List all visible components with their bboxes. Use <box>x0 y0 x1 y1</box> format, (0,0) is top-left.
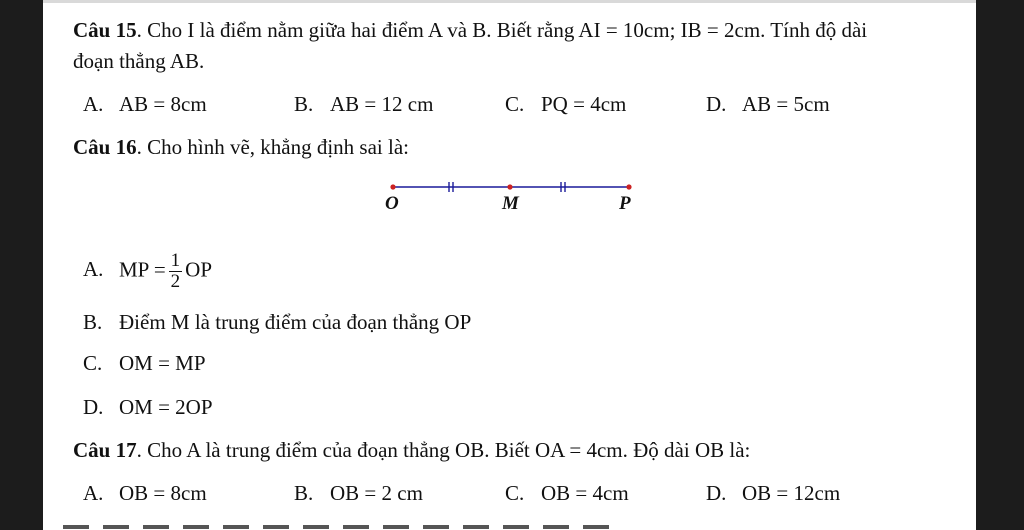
q15-label: Câu 15 <box>73 18 137 42</box>
q17-option-d[interactable] <box>706 480 840 506</box>
q17-label: Câu 17 <box>73 438 137 462</box>
fraction <box>169 251 183 292</box>
option-text: OB = 2 cm <box>330 481 423 505</box>
option-letter: A. <box>83 481 104 505</box>
option-letter: A. <box>83 257 104 282</box>
option-text: AB = 12 cm <box>330 92 434 116</box>
label-o: O <box>385 193 399 214</box>
option-text: Điểm M là trung điểm của đoạn thẳng OP <box>119 310 472 334</box>
option-letter: C. <box>505 481 525 505</box>
q17-option-c[interactable] <box>505 480 629 506</box>
option-text: OB = 4cm <box>541 481 629 505</box>
option-letter: B. <box>294 92 314 116</box>
q17-option-b[interactable] <box>294 480 423 506</box>
q16-stem: . Cho hình vẽ, khẳng định sai là: <box>136 135 409 159</box>
option-text: AB = 5cm <box>742 92 830 116</box>
point-m <box>507 184 512 189</box>
fraction-denominator: 2 <box>170 271 181 292</box>
cut-off-next-line <box>63 519 663 530</box>
q15-text-line2: đoạn thẳng AB. <box>73 49 205 73</box>
q16-option-d[interactable] <box>83 394 213 420</box>
point-o <box>390 184 395 189</box>
q15-option-d[interactable] <box>706 91 830 117</box>
option-letter: C. <box>83 351 103 375</box>
option-letter: B. <box>83 310 103 334</box>
q17-stem: . Cho A là trung điểm của đoạn thẳng OB. Biết OA = 4cm. Độ dài OB là: <box>136 438 751 462</box>
option-letter: D. <box>706 481 727 505</box>
document-page <box>43 0 976 530</box>
option-rhs: OP <box>185 257 213 282</box>
label-m: M <box>502 193 519 214</box>
point-p <box>626 184 631 189</box>
option-letter: D. <box>83 395 104 419</box>
option-text: OM = MP <box>119 351 206 375</box>
q16-option-a[interactable] <box>83 251 212 292</box>
q15-text-line1 <box>73 17 867 43</box>
q17-option-a[interactable] <box>83 480 207 506</box>
fraction-numerator: 1 <box>170 250 181 271</box>
option-letter: A. <box>83 92 104 116</box>
option-lhs: MP = <box>119 257 166 282</box>
option-text: OB = 12cm <box>742 481 841 505</box>
q16-label: Câu 16 <box>73 135 137 159</box>
q15-stem: . Cho I là điểm nằm giữa hai điểm A và B. Biết rằng AI = 10cm; IB = 2cm. Tính độ dài <box>136 18 868 42</box>
q15-option-a[interactable] <box>83 91 207 117</box>
q17-text <box>73 437 750 463</box>
option-text: OB = 8cm <box>119 481 207 505</box>
q16-text <box>73 134 409 160</box>
q15-option-c[interactable] <box>505 91 626 117</box>
option-letter: C. <box>505 92 525 116</box>
q16-option-c[interactable] <box>83 350 206 376</box>
label-p: P <box>619 193 631 214</box>
option-text: PQ = 4cm <box>541 92 627 116</box>
option-letter: D. <box>706 92 727 116</box>
q16-option-b[interactable] <box>83 309 471 335</box>
option-text: AB = 8cm <box>119 92 207 116</box>
q15-option-b[interactable] <box>294 91 433 117</box>
top-divider <box>43 0 976 3</box>
option-letter: B. <box>294 481 314 505</box>
option-text: OM = 2OP <box>119 395 213 419</box>
